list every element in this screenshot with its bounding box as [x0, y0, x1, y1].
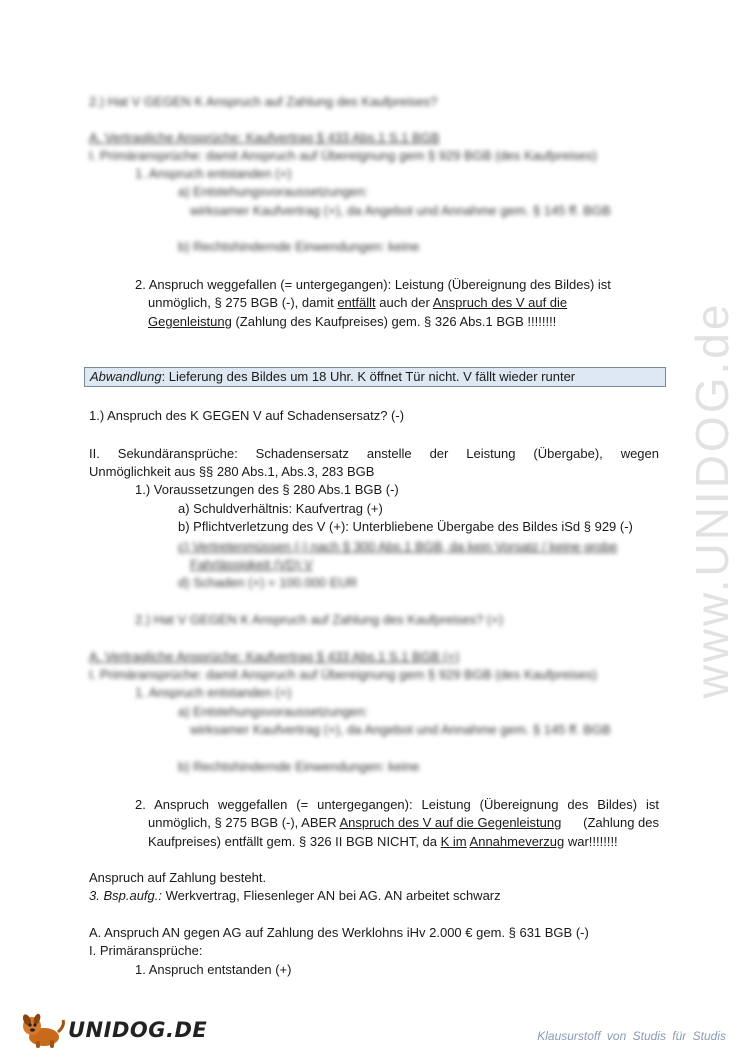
text-line: b) Pflichtverletzung des V (+): Unterbliebene Übergabe des Bildes iSd § 929 (-) [178, 519, 633, 534]
text-line [148, 294, 567, 311]
blurred-line: a) Entstehungsvoraussetzungen: [178, 704, 369, 719]
text-line: 2. Anspruch weggefallen (= untergegangen): Leistung (Übereignung des Bildes) ist [135, 277, 611, 292]
text-span: (Zahlung des Kaufpreises) gem. § 326 Abs.1 BGB !!!!!!!! [231, 314, 557, 329]
italic-label: 3. Bsp.aufg.: [89, 888, 162, 903]
underlined-text: Annahmeverzug [469, 834, 565, 849]
text-line: 1.) Voraussetzungen des § 280 Abs.1 BGB (-) [135, 482, 399, 497]
text-span: Werkvertrag, Fliesenleger AN bei AG. AN arbeitet schwarz [162, 888, 501, 903]
text-line: II. Sekundäransprüche: Schadensersatz anstelle der Leistung (Übergabe), wegen [89, 446, 659, 461]
blurred-line: 2.) Hat V GEGEN K Anspruch auf Zahlung des Kaufpreises? (+) [135, 612, 504, 627]
blurred-line: c) Vertretenmüssen (-) nach § 300 Abs.1 BGB, da kein Vorsatz / keine grobe [178, 539, 618, 554]
blurred-line: a) Entstehungsvoraussetzungen: [178, 184, 369, 199]
text-line: a) Schuldverhältnis: Kaufvertrag (+) [178, 501, 383, 516]
blurred-line: 1. Anspruch entstanden (+) [135, 166, 292, 181]
underlined-text: entfällt [337, 295, 376, 310]
text-span: unmöglich, § 275 BGB (-), ABER [148, 815, 340, 830]
blurred-line: wirksamer Kaufvertrag (+), da Angebot und Annahme gem. § 145 ff. BGB [190, 203, 611, 218]
dog-icon [20, 1010, 66, 1050]
abwandlung-box [84, 367, 666, 387]
text-line [89, 887, 501, 904]
text-line: Unmöglichkeit aus §§ 280 Abs.1, Abs.3, 283 BGB [89, 464, 375, 479]
text-line [148, 313, 556, 330]
blurred-line: wirksamer Kaufvertrag (+), da Angebot und Annahme gem. § 145 ff. BGB [190, 722, 611, 737]
watermark: www.UNIDOG.de [686, 301, 738, 699]
footer-tagline: Klausurstoff von Studis für Studis [537, 1029, 726, 1043]
logo-text: UNIDOG.DE [68, 1018, 208, 1042]
blurred-line: I. Primäransprüche: damit Anspruch auf Übereignung gem § 929 BGB (des Kaufpreises) [89, 667, 597, 682]
text-line: 1. Anspruch entstanden (+) [135, 962, 292, 977]
underlined-text: K im [440, 834, 467, 849]
text-line [148, 833, 618, 850]
text-span: Kaufpreises) entfällt gem. § 326 II BGB NICHT, da [148, 834, 441, 849]
text-span: unmöglich, § 275 BGB (-), damit [148, 295, 338, 310]
blurred-line: d) Schaden (+) = 100.000 EUR [178, 575, 358, 590]
text-line: Anspruch auf Zahlung besteht. [89, 870, 267, 885]
text-span: war!!!!!!!! [564, 834, 618, 849]
blurred-line: Fahrlässigkeit (VD) V [190, 557, 313, 572]
blurred-line: A. Vertragliche Ansprüche: Kaufvertrag § 433 Abs.1 S.1 BGB (+) [89, 649, 460, 664]
blurred-line: b) Rechtshindernde Einwendungen: keine [178, 759, 420, 774]
unidog-logo [20, 1010, 207, 1050]
box-text: : Lieferung des Bildes um 18 Uhr. K öffnet Tür nicht. V fällt wieder runter [161, 369, 576, 384]
blurred-line: 2.) Hat V GEGEN K Anspruch auf Zahlung des Kaufpreises? [89, 94, 438, 109]
blurred-line: A. Vertragliche Ansprüche: Kaufvertrag § 433 Abs.1 S.1 BGB [89, 130, 440, 145]
text-line: 2. Anspruch weggefallen (= untergegangen): Leistung (Übereignung des Bildes) ist [135, 797, 659, 812]
text-span: auch der [375, 295, 433, 310]
box-label: Abwandlung [90, 369, 162, 384]
text-line: I. Primäransprüche: [89, 943, 203, 958]
blurred-line: b) Rechtshindernde Einwendungen: keine [178, 239, 420, 254]
text-line: 1.) Anspruch des K GEGEN V auf Schadensersatz? (-) [89, 408, 405, 423]
blurred-line: 1. Anspruch entstanden (+) [135, 685, 292, 700]
blurred-line: I. Primäransprüche: damit Anspruch auf Übereignung gem § 929 BGB (des Kaufpreises) [89, 148, 597, 163]
text-line [148, 814, 659, 831]
underlined-text: Anspruch des V auf die [432, 295, 568, 310]
text-span [148, 814, 561, 831]
underlined-text: Gegenleistung [148, 314, 232, 329]
underlined-text: Anspruch des V auf die Gegenleistung [339, 815, 562, 830]
text-span: (Zahlung des [583, 815, 659, 830]
text-line: A. Anspruch AN gegen AG auf Zahlung des Werklohns iHv 2.000 € gem. § 631 BGB (-) [89, 925, 589, 940]
